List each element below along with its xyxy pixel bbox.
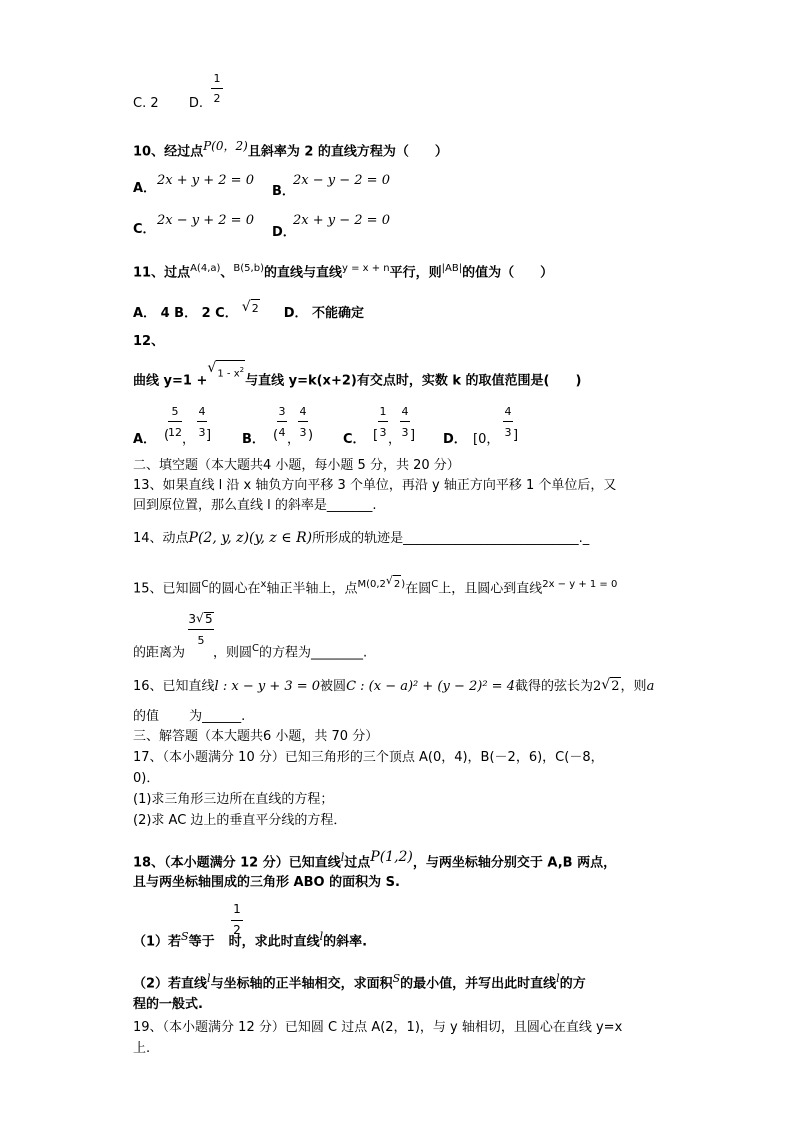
q15-text: 的方程为________. <box>259 645 368 661</box>
q18-line-1 <box>133 848 616 872</box>
q13-line-1: 13、如果直线 l 沿 x 轴负方向平移 3 个单位，再沿 y 轴正方向平移 1 个单位后，又 <box>133 478 617 493</box>
fraction-bar <box>298 421 308 422</box>
q11-text: 的直线与直线 <box>263 265 342 281</box>
q14-text: 14、动点 <box>133 531 189 546</box>
q12-option-c-bracket: [ <box>373 428 379 443</box>
q9-option-d: D. <box>188 96 204 111</box>
q12-stem <box>133 360 582 391</box>
q12-radicand: 1 - x <box>217 368 240 380</box>
q11-sqrt-value: 2 <box>251 299 260 318</box>
q14-stem <box>133 529 589 548</box>
q13-line-2: 回到原位置，那么直线 l 的斜率是_______. <box>133 498 377 513</box>
q12-a-num1: 5 <box>171 405 179 418</box>
radical-icon: √ <box>385 574 393 587</box>
q12-option-d-close: ] <box>513 428 519 443</box>
q15-text: 在圆 <box>405 581 432 597</box>
q11-text: 平行，则 <box>389 265 442 281</box>
q11-options-ab: A． 4 B． 2 C． <box>133 306 238 321</box>
q18-text: 18、（本小题满分 12 分）已知直线 <box>133 855 341 871</box>
q19-line-2: 上. <box>133 1041 151 1056</box>
q12-option-a-bracket: ] <box>206 428 212 443</box>
q18-text: （1）若 <box>133 934 182 950</box>
q16-length-coef: 2 <box>592 679 602 694</box>
q12-option-d-open: [0， <box>473 432 500 447</box>
q12-option-a-label: A． <box>133 432 157 447</box>
q12-number: 12、 <box>133 334 165 349</box>
q18-text: 的最小值，并写出此时直线 <box>400 976 557 992</box>
q15-text: 15、已知圆 <box>133 581 202 597</box>
radical-icon: √ <box>241 299 251 315</box>
q12-option-c-label: C． <box>343 432 366 447</box>
q18-text: 的方 <box>559 976 586 992</box>
q9-options <box>133 95 203 113</box>
q15-num-sqrt <box>196 612 214 625</box>
q11-stem <box>133 260 553 282</box>
q12-exponent: 2 <box>239 366 245 374</box>
q12-option-b-paren-close: ) <box>308 428 314 443</box>
q11-text: 11、过点 <box>133 265 191 281</box>
q9-d-denominator: 2 <box>213 92 221 105</box>
q16-var-a: a <box>646 679 655 694</box>
q15-text: 轴正半轴上，点 <box>266 581 358 597</box>
q12-a-comma: ， <box>182 432 196 447</box>
q16-sqrt <box>601 677 620 696</box>
q16-text: ，则 <box>620 679 647 694</box>
fraction-bar <box>400 421 410 422</box>
q12-c-num2: 4 <box>401 405 409 418</box>
q12-b-num1: 3 <box>278 405 286 418</box>
q18-part-1 <box>133 928 367 951</box>
q12-c-num1: 1 <box>379 405 387 418</box>
q18-part-2-cont: 程的一般式. <box>133 997 203 1012</box>
q11-text: 的值为（ ） <box>462 265 554 281</box>
q18-point-p: P(1,2) <box>370 849 413 865</box>
fraction-bar <box>211 88 223 89</box>
q15-circle-c: C <box>201 579 209 590</box>
q18-text: 时，求此时直线 <box>228 934 320 950</box>
q12-b-den1: 4 <box>278 426 286 439</box>
q10-option-d: 2x + y − 2 = 0 <box>293 213 390 228</box>
fraction-bar <box>503 421 513 422</box>
q15-frac-num <box>188 612 214 625</box>
q17-part-2: (2)求 AC 边上的垂直平分线的方程． <box>133 813 347 828</box>
q18-var-l: l <box>556 972 560 985</box>
q15-point-m-text: M(0,2 <box>357 579 386 590</box>
q10-option-c-label: C． <box>133 222 156 237</box>
q14-math: P(2, y, z)(y, z ∈ R) <box>188 530 313 546</box>
q11-text: 、 <box>220 265 234 281</box>
q12-text: 与直线 y=k(x+2)有交点时，实数 k 的取值范围是( ) <box>245 373 582 389</box>
radical-icon: √ <box>601 677 611 693</box>
q12-sqrt <box>207 360 245 383</box>
q15-line-1 <box>133 575 617 598</box>
q11-option-d: D． 不能确定 <box>283 306 365 321</box>
radical-icon: √ <box>196 611 204 625</box>
q18-var-l: l <box>340 851 345 864</box>
q18-text: 等于 <box>188 934 215 950</box>
q18-var-s: S <box>181 930 189 943</box>
q11-point-a: A(4,a) <box>190 263 221 274</box>
fraction-bar <box>168 421 182 422</box>
q17-line-1: 17、（本小题满分 10 分）已知三角形的三个顶点 A(0，4)，B(－2，6)，C(－8， <box>133 750 604 765</box>
q11-line: y = x + n <box>342 263 390 274</box>
q12-b-den2: 3 <box>299 426 307 439</box>
q15-text: 的圆心在 <box>208 581 261 597</box>
q15-num-coef: 3 <box>188 612 196 626</box>
q12-a-den1: 12 <box>168 426 182 439</box>
q16-circle-c: C : (x − a)² + (y − 2)² = 4 <box>346 679 515 694</box>
q17-line-2: 0)． <box>133 771 160 786</box>
q15-point-m <box>357 574 406 590</box>
fraction-bar <box>277 421 287 422</box>
fraction-bar <box>378 421 388 422</box>
q15-text: ，则圆 <box>213 645 253 661</box>
q12-c-comma: ， <box>388 432 402 447</box>
q12-option-a-paren: ( <box>164 428 170 443</box>
radical-icon: √ <box>207 360 217 376</box>
q12-a-num2: 4 <box>198 405 206 418</box>
q16-sqrt-value: 2 <box>611 679 620 694</box>
q11-sqrt <box>242 299 260 318</box>
q15-text: 上，且圆心到直线 <box>438 581 543 597</box>
q12-option-b-label: B． <box>242 432 265 447</box>
q10-point: P(0，2) <box>203 139 248 153</box>
q16-line-2: 的值 为______. <box>133 709 246 724</box>
q12-option-d-label: D． <box>443 432 467 447</box>
q15-line-2 <box>133 640 367 662</box>
q12-option-b-paren: ( <box>273 428 279 443</box>
q10-option-d-label: D． <box>272 225 296 240</box>
q15-text: 的距离为 <box>133 645 186 661</box>
q18-frac-num: 1 <box>233 902 241 916</box>
q12-b-num2: 4 <box>299 405 307 418</box>
q11-abs-ab: |AB| <box>441 263 463 274</box>
q10-stem-post: 且斜率为 2 的直线方程为（ ） <box>247 144 448 160</box>
q10-option-a-label: A． <box>133 181 157 196</box>
q16-line-l: l : x − y + 3 = 0 <box>214 679 321 694</box>
q16-text: 被圆 <box>320 679 347 694</box>
q11-options <box>133 299 365 323</box>
q10-stem <box>133 137 448 161</box>
q12-c-den1: 3 <box>379 426 387 439</box>
q12-d-den: 3 <box>504 426 512 439</box>
q18-part-2 <box>133 970 586 993</box>
q12-option-c-bracket-close: ] <box>410 428 416 443</box>
q12-text: 曲线 y=1 + <box>133 373 208 389</box>
fraction-bar <box>231 920 243 921</box>
q12-d-num: 4 <box>504 405 512 418</box>
fraction-bar <box>197 421 207 422</box>
q16-text: 截得的弦长为 <box>514 679 593 694</box>
fraction-bar <box>188 629 214 630</box>
q18-frac-den: 2 <box>233 923 241 937</box>
q18-text: 的斜率. <box>323 934 368 950</box>
q15-circle-c: C <box>431 579 439 590</box>
q18-text: （2）若直线 <box>133 976 208 992</box>
q9-d-numerator: 1 <box>213 72 221 85</box>
q15-x: x <box>260 579 267 590</box>
q15-line: 2x − y + 1 = 0 <box>542 579 618 590</box>
q12-c-den2: 3 <box>401 426 409 439</box>
q12-b-comma: ， <box>287 432 301 447</box>
q9-option-c: C. 2 <box>133 96 159 111</box>
q18-text: 与坐标轴的正半轴相交，求面积 <box>210 976 393 992</box>
section-2-heading: 二、填空题（本大题共4 小题，每小题 5 分，共 20 分） <box>133 458 460 473</box>
q16-line-1 <box>133 677 654 696</box>
q12-a-den2: 3 <box>198 426 206 439</box>
q18-var-s: S <box>392 972 401 985</box>
q10-option-c: 2x − y + 2 = 0 <box>157 213 254 228</box>
q18-var-l: l <box>207 972 211 985</box>
q16-text: 16、已知直线 <box>133 679 215 694</box>
q15-sqrt <box>386 575 401 594</box>
q11-point-b: B(5,b) <box>233 263 264 274</box>
q18-line-2: 且与两坐标轴围成的三角形 ABO 的面积为 S. <box>133 875 400 890</box>
q14-text: 所形成的轨迹是___________________________._ <box>312 531 590 546</box>
q15-point-m-close: ) <box>401 579 406 590</box>
q18-text: 过点 <box>344 855 371 871</box>
q17-part-1: (1)求三角形三边所在直线的方程； <box>133 792 334 807</box>
q10-option-b-label: B． <box>272 184 295 199</box>
q15-circle-c: C <box>252 643 260 654</box>
q15-frac-den: 5 <box>197 634 205 647</box>
q18-text: ，与两坐标轴分别交于 A,B 两点， <box>412 855 617 871</box>
q15-sqrt-value: 2 <box>393 575 401 594</box>
q15-num-rad: 5 <box>205 612 213 626</box>
q10-stem-pre: 10、经过点 <box>133 144 204 160</box>
section-3-heading: 三、解答题（本大题共6 小题，共 70 分） <box>133 729 379 744</box>
q18-var-l: l <box>319 930 324 943</box>
q10-option-b: 2x − y − 2 = 0 <box>293 173 390 188</box>
q10-option-a: 2x + y + 2 = 0 <box>157 173 254 188</box>
q19-line-1: 19、（本小题满分 12 分）已知圆 C 过点 A(2，1)，与 y 轴相切，且圆心在直线 y=x <box>133 1020 623 1035</box>
